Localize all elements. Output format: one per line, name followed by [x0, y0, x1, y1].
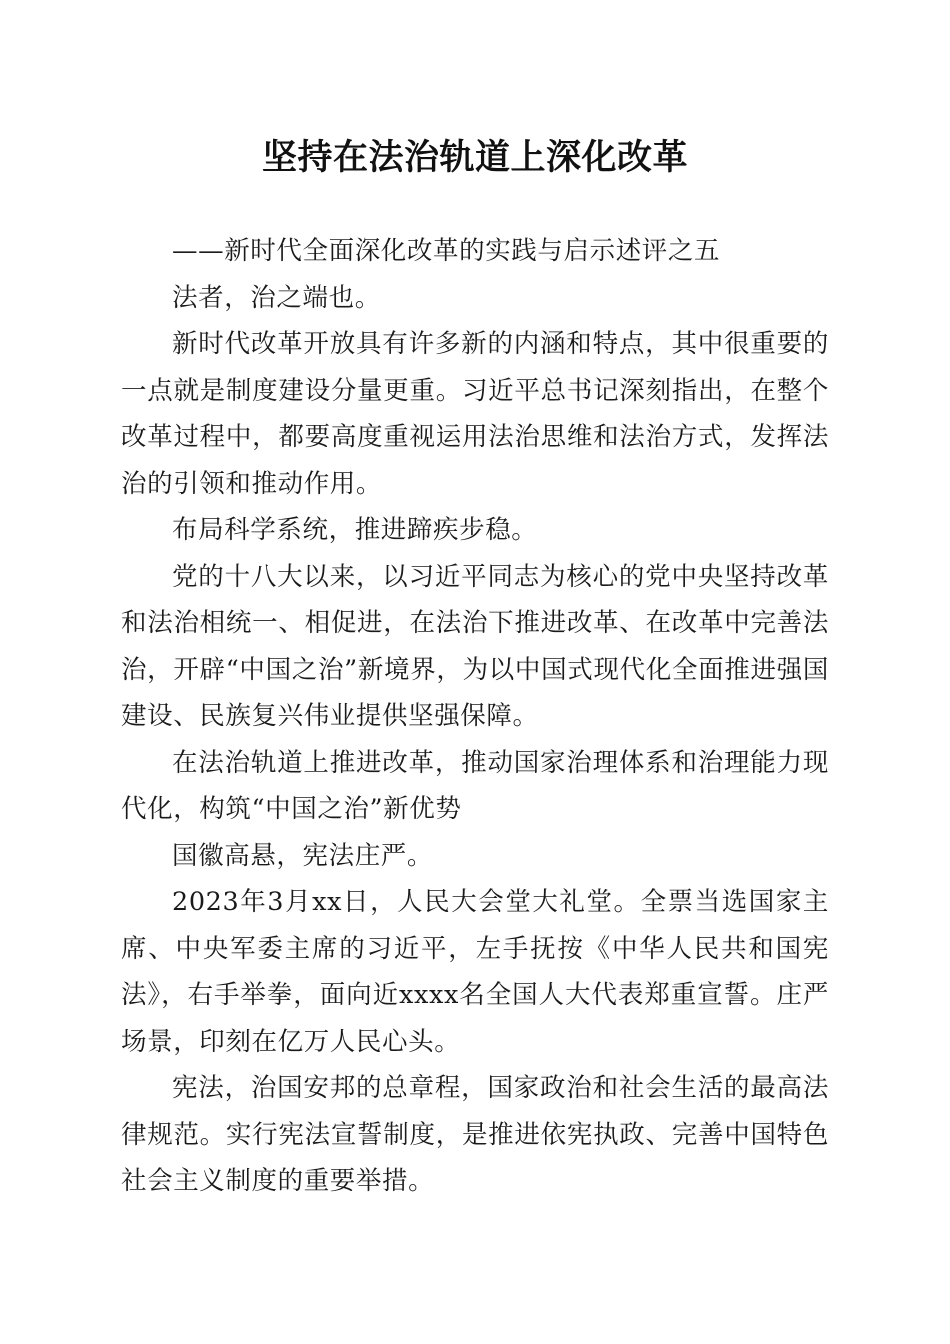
- document-title: 坚持在法治轨道上深化改革: [261, 137, 688, 178]
- body-paragraph: 法者，治之端也。: [172, 282, 381, 313]
- body-paragraph: 布局科学系统，推进蹄疾步稳。: [172, 515, 538, 545]
- section-heading-paragraph: 在法治轨道上推进改革，推动国家治理体系和治理能力现代化，构筑“中国之治”新优势: [121, 747, 829, 824]
- subtitle-paragraph: ——新时代全面深化改革的实践与启示述评之五: [172, 236, 721, 266]
- body-paragraph: 宪法，治国安邦的总章程，国家政治和社会生活的最高法律规范。实行宪法宣誓制度，是推进依宪执政、完善中国特色社会主义制度的重要举措。: [121, 1073, 829, 1196]
- body-paragraph: 党的十八大以来，以习近平同志为核心的党中央坚持改革和法治相统一、相促进，在法治下推进改革、在改革中完善法治，开辟“中国之治”新境界，为以中国式现代化全面推进强国建设、民族复兴伟业提供坚强保障。: [121, 561, 829, 731]
- body-paragraph: 2023年3月xx日，人民大会堂大礼堂。全票当选国家主席、中央军委主席的习近平，左手抚按《中华人民共和国宪法》，右手举拳，面向近xxxx名全国人大代表郑重宣誓。庄严场景，印刻在亿万人民心头。: [121, 887, 829, 1057]
- document-body: [121, 228, 829, 1205]
- body-paragraph: 新时代改革开放具有许多新的内涵和特点，其中很重要的一点就是制度建设分量更重。习近平总书记深刻指出，在整个改革过程中，都要高度重视运用法治思维和法治方式，发挥法治的引领和推动作用。: [121, 329, 829, 499]
- body-paragraph: 国徽高悬，宪法庄严。: [172, 840, 434, 871]
